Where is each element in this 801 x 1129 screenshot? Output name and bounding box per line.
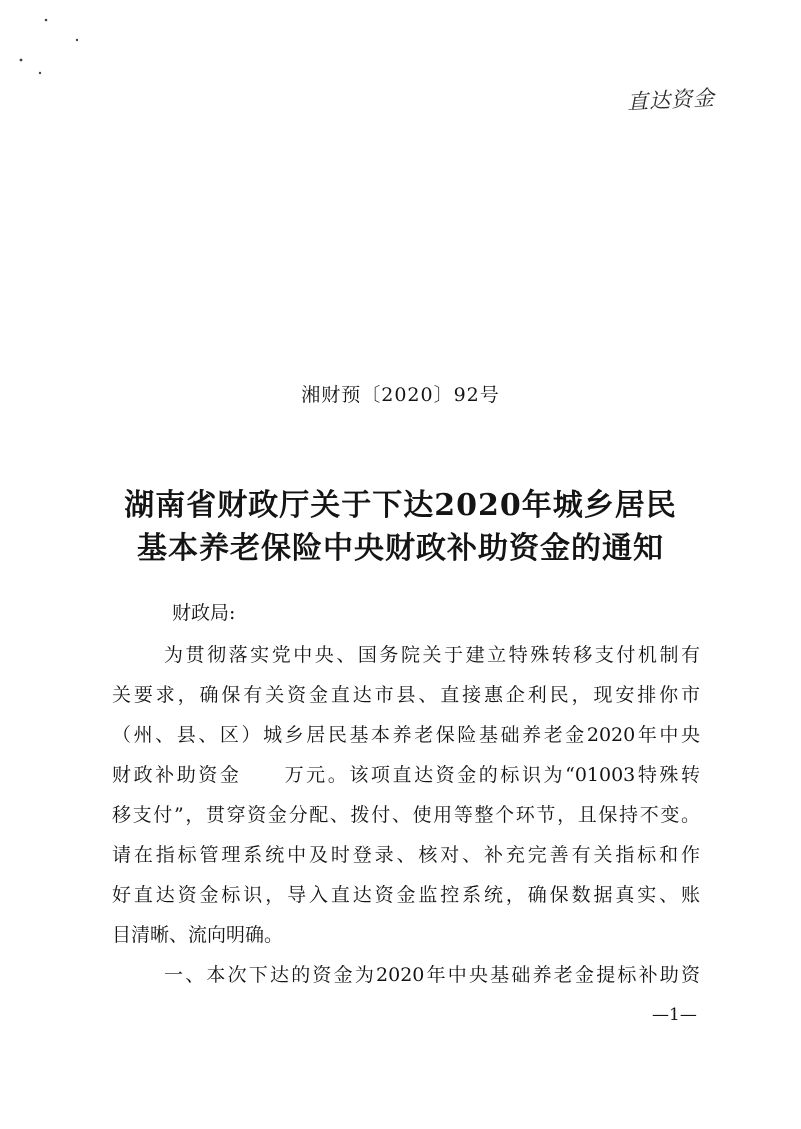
body-line: 关要求，确保有关资金直达市县、直接惠企利民，现安排你市	[112, 684, 700, 706]
document-title-line-1: 湖南省财政厅关于下达2020年城乡居民	[124, 488, 677, 523]
body-line: 移支付”，贯穿资金分配、拨付、使用等整个环节，且保持不变。	[112, 804, 700, 826]
scan-speck	[20, 59, 23, 62]
body-line: 请在指标管理系统中及时登录、核对、补充完善有关指标和作	[112, 844, 700, 866]
body-line: 为贯彻落实党中央、国务院关于建立特殊转移支付机制有	[164, 644, 700, 666]
body-line: 好直达资金标识，导入直达资金监控系统，确保数据真实、账	[112, 884, 700, 906]
scan-speck	[76, 39, 78, 41]
scan-speck	[39, 72, 41, 74]
handwritten-note: 直达资金	[626, 85, 716, 115]
body-line: 一、本次下达的资金为2020年中央基础养老金提标补助资	[164, 964, 700, 986]
page-number: —1—	[652, 1005, 697, 1025]
salutation: 财政局:	[172, 602, 236, 624]
body-line: （州、县、区）城乡居民基本养老保险基础养老金2020年中央	[112, 724, 700, 746]
scan-speck	[45, 19, 48, 22]
body-line: 财政补助资金 万元。该项直达资金的标识为“01003特殊转	[112, 764, 700, 786]
body-line: 目清晰、流向明确。	[112, 924, 284, 946]
document-title-line-2: 基本养老保险中央财政补助资金的通知	[137, 531, 664, 566]
document-number: 湘财预〔2020〕92号	[301, 384, 500, 406]
